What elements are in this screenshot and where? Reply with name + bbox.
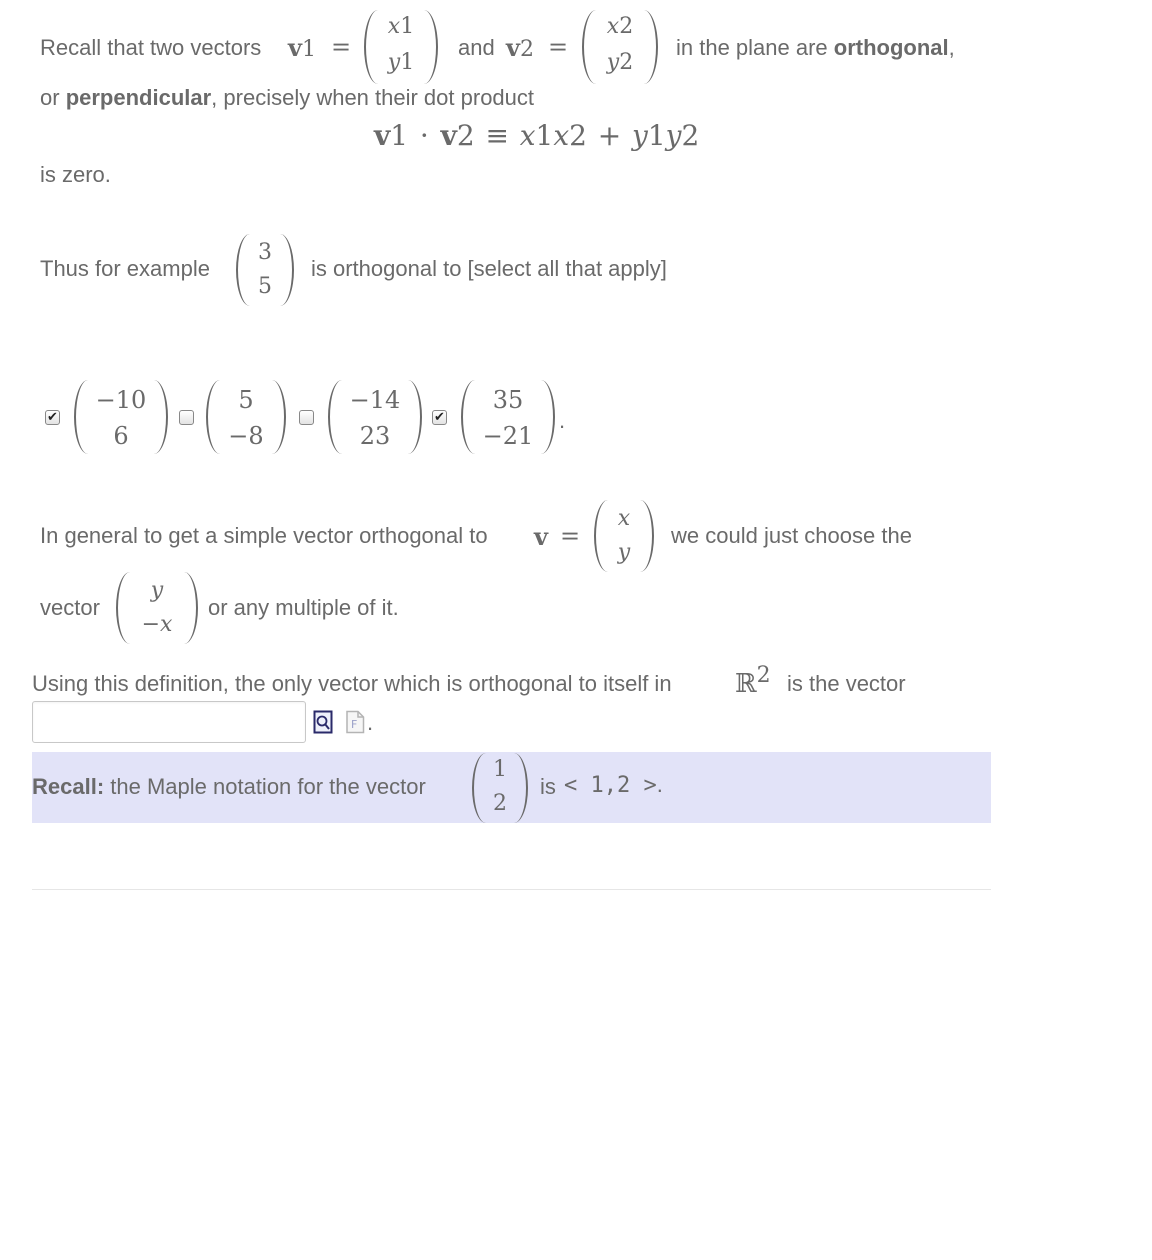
intro-plane-text: in the plane are orthogonal, [676, 35, 955, 60]
orthogonal-term: orthogonal [833, 35, 949, 60]
recall-label: Recall: [32, 774, 105, 799]
option-4-top: 35 [492, 386, 524, 414]
equals-sign-1: = [331, 33, 352, 61]
option-3-top: −14 [349, 386, 401, 414]
option-1-top: −10 [95, 386, 147, 414]
question-text-b: is the vector [787, 671, 906, 696]
option-4-checkbox[interactable]: ✔ [432, 410, 447, 425]
equation-editor-icon[interactable] [345, 710, 365, 734]
option-3-vector [328, 380, 422, 454]
preview-icon[interactable] [313, 710, 333, 734]
option-4-vector [461, 380, 555, 454]
options-period: . [559, 408, 566, 433]
option-1-bottom: 6 [113, 422, 129, 450]
real-plane-symbol: ℝ$^2$ [735, 663, 771, 699]
v1-symbol: v1 [288, 33, 316, 62]
general-text-a: In general to get a simple vector orthogonal to [40, 523, 488, 548]
intro-line-2: or perpendicular, precisely when their dot product [40, 85, 535, 110]
v1-vector: x1 y1 [364, 10, 438, 84]
maple-notation: < 1,2 >. [564, 772, 663, 798]
option-3-bottom: 23 [359, 422, 391, 450]
option-2-top: 5 [238, 386, 254, 414]
v-symbol: v [534, 522, 548, 551]
option-2-vector [206, 380, 286, 454]
divider [32, 889, 991, 890]
recall-text: Recall: the Maple notation for the vector [32, 774, 426, 799]
intro-text-a: Recall that two vectors [40, 35, 262, 60]
equals-sign-3: = [560, 522, 581, 550]
recall-vector: 1 2 [472, 753, 528, 823]
option-1-checkbox[interactable]: ✔ [45, 410, 60, 425]
option-4-bottom: −21 [482, 422, 534, 450]
equals-sign-2: = [548, 33, 569, 61]
svg-text:F: F [351, 718, 358, 731]
intro-and: and [458, 35, 495, 60]
option-2-bottom: −8 [228, 422, 264, 450]
option-2-checkbox[interactable] [179, 410, 194, 425]
option-3-checkbox[interactable] [299, 410, 314, 425]
is-zero-text: is zero. [40, 162, 111, 187]
example-text-b: is orthogonal to [select all that apply] [311, 256, 667, 281]
dot-product-formula: v1 · v2 ≡ x1x2 + y1y2 [374, 119, 700, 152]
example-text-a: Thus for example [40, 256, 210, 281]
answer-input[interactable] [32, 701, 306, 743]
v-vector: x y [594, 500, 654, 572]
question-period: . [367, 710, 374, 735]
orthogonal-vector: y −x [116, 572, 198, 644]
example-vector: 3 5 [236, 234, 294, 306]
recall-is: is [540, 774, 556, 799]
general-vector-text: vector [40, 595, 100, 620]
option-1-vector [74, 380, 168, 454]
general-text-b: we could just choose the [671, 523, 912, 548]
v2-symbol: v2 [506, 33, 534, 62]
general-multiple-text: or any multiple of it. [208, 595, 399, 620]
v2-vector: x2 y2 [582, 10, 658, 84]
question-text-a: Using this definition, the only vector which is orthogonal to itself in [32, 671, 672, 696]
perpendicular-term: perpendicular [65, 85, 212, 110]
